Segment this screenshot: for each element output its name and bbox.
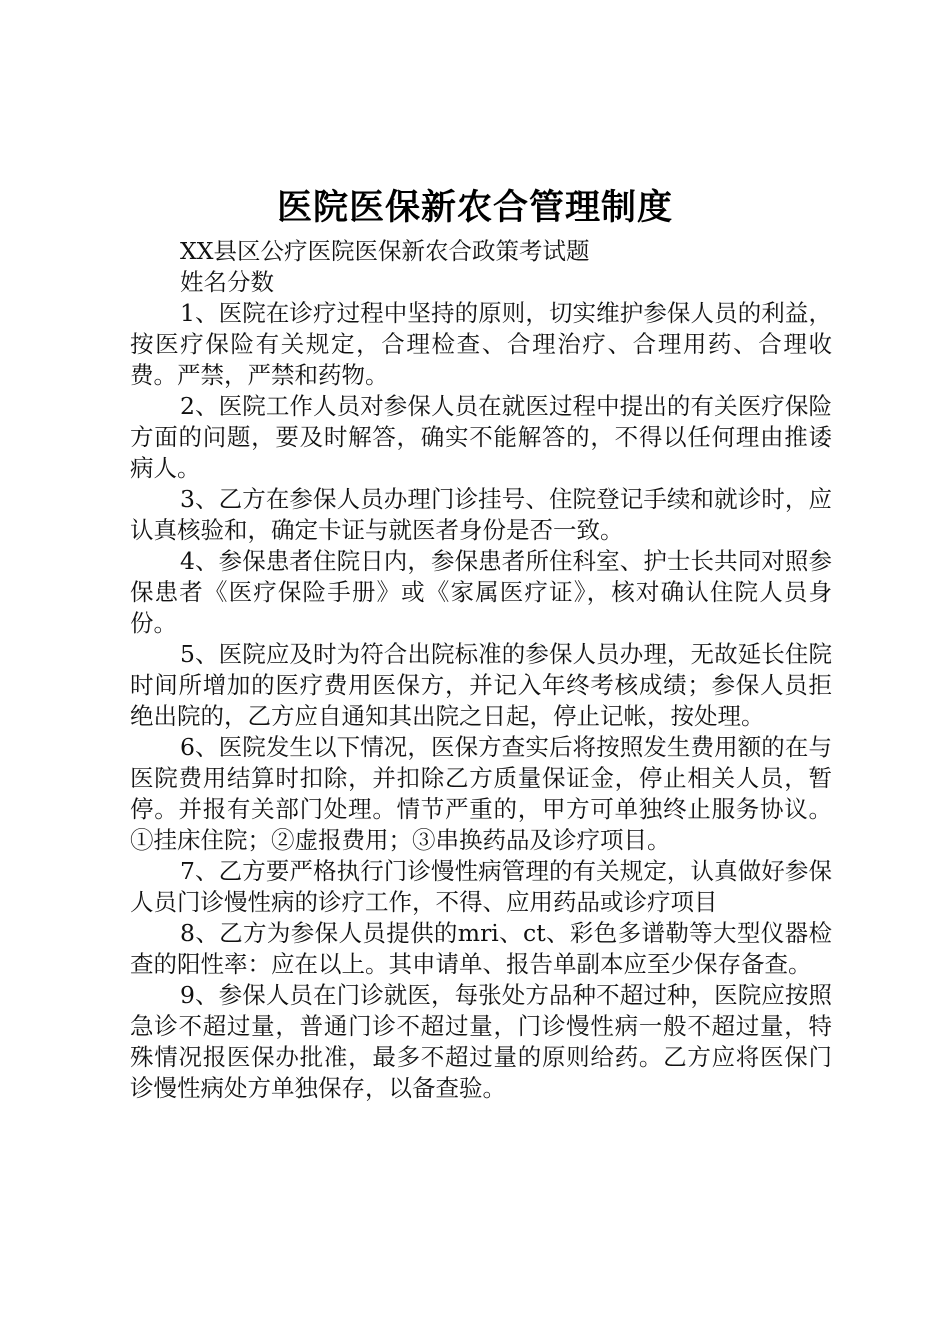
item-7: 7、乙方要严格执行门诊慢性病管理的有关规定，认真做好参保人员门诊慢性病的诊疗工作，不得、应用药品或诊疗项目 xyxy=(130,857,832,916)
item-3: 3、乙方在参保人员办理门诊挂号、住院登记手续和就诊时，应认真核验和，确定卡证与就医者身份是否一致。 xyxy=(130,485,832,544)
item-2: 2、医院工作人员对参保人员在就医过程中提出的有关医疗保险方面的问题，要及时解答，确实不能解答的，不得以任何理由推诿病人。 xyxy=(130,392,832,482)
exam-subtitle: XX县区公疗医院医保新农合政策考试题 xyxy=(180,237,590,265)
item-5: 5、医院应及时为符合出院标准的参保人员办理，无故延长住院时间所增加的医疗费用医保方，并记入年终考核成绩；参保人员拒绝出院的，乙方应自通知其出院之日起，停止记帐，按处理。 xyxy=(130,640,832,730)
item-1: 1、医院在诊疗过程中坚持的原则，切实维护参保人员的利益，按医疗保险有关规定，合理检查、合理治疗、合理用药、合理收费。严禁，严禁和药物。 xyxy=(130,299,832,389)
item-8: 8、乙方为参保人员提供的mri、ct、彩色多谱勒等大型仪器检查的阳性率：应在以上。其申请单、报告单副本应至少保存备查。 xyxy=(130,919,832,978)
document-body xyxy=(130,236,832,1104)
item-4: 4、参保患者住院日内，参保患者所住科室、护士长共同对照参保患者《医疗保险手册》或《家属医疗证》，核对确认住院人员身份。 xyxy=(130,547,832,637)
name-score-line: 姓名分数 xyxy=(180,268,274,296)
item-9: 9、参保人员在门诊就医，每张处方品种不超过种，医院应按照急诊不超过量，普通门诊不超过量，门诊慢性病一般不超过量，特殊情况报医保办批准，最多不超过量的原则给药。乙方应将医保门诊慢性病处方单独保存，以备查验。 xyxy=(130,981,832,1102)
document-title: 医院医保新农合管理制度 xyxy=(276,187,673,228)
item-6: 6、医院发生以下情况，医保方查实后将按照发生费用额的在与医院费用结算时扣除，并扣除乙方质量保证金，停止相关人员，暂停。并报有关部门处理。情节严重的，甲方可单独终止服务协议。①挂床住院；②虚报费用；③串换药品及诊疗项目。 xyxy=(130,733,832,854)
